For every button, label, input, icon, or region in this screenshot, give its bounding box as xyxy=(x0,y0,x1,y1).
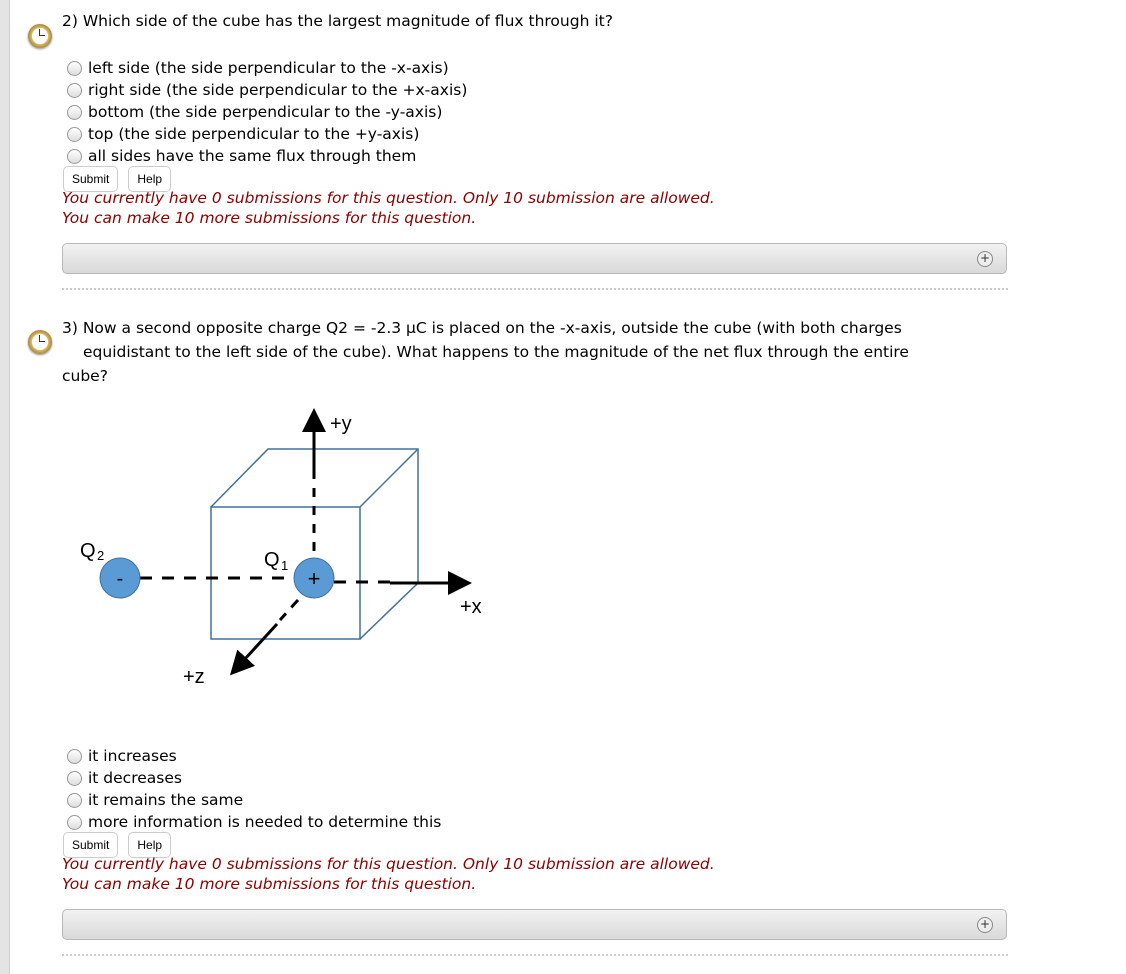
option-label: it remains the same xyxy=(88,791,244,809)
option-label: right side (the side perpendicular to the +x-axis) xyxy=(88,81,468,99)
q2-subscript: 2 xyxy=(97,548,105,563)
submission-count-text: You currently have 0 submissions for this question. Only 10 submission are allowed. xyxy=(62,855,715,873)
help-button[interactable]: Help xyxy=(128,166,171,192)
option[interactable] xyxy=(62,745,441,767)
plus-circle-icon[interactable]: + xyxy=(977,917,993,933)
q2-label: Q xyxy=(80,540,96,562)
question-line: cube? xyxy=(62,367,108,385)
q1-label: Q xyxy=(264,549,280,571)
option-label: it decreases xyxy=(88,769,182,787)
option-label: top (the side perpendicular to the +y-axis) xyxy=(88,125,420,143)
submit-button[interactable]: Submit xyxy=(63,832,118,858)
plus-circle-icon[interactable]: + xyxy=(977,251,993,267)
x-axis-label: +x xyxy=(460,596,482,618)
submission-status xyxy=(62,854,715,894)
y-axis-label: +y xyxy=(330,413,352,435)
z-axis-dashed xyxy=(280,600,298,620)
question-3-options xyxy=(62,745,441,833)
q2-sign: - xyxy=(116,568,124,590)
radio-button[interactable] xyxy=(67,815,82,830)
question-line: 3) Now a second opposite charge Q2 = -2.3 μC is placed on the -x-axis, outside the cube (with both charges xyxy=(62,319,902,337)
option[interactable] xyxy=(62,767,441,789)
option-label: left side (the side perpendicular to the -x-axis) xyxy=(88,59,449,77)
q1-sign: + xyxy=(307,566,321,591)
radio-button[interactable] xyxy=(67,771,82,786)
z-axis-arrow xyxy=(234,624,277,671)
radio-button[interactable] xyxy=(67,749,82,764)
option-label: bottom (the side perpendicular to the -y-axis) xyxy=(88,103,443,121)
divider xyxy=(62,954,1008,956)
option-label: all sides have the same flux through them xyxy=(88,147,417,165)
radio-button[interactable] xyxy=(67,793,82,808)
option-label: it increases xyxy=(88,747,177,765)
q1-subscript: 1 xyxy=(281,558,289,573)
option[interactable] xyxy=(62,789,441,811)
submission-count-text: You currently have 0 submissions for this question. Only 10 submission are allowed. xyxy=(62,189,715,207)
option-label: more information is needed to determine this xyxy=(88,813,442,831)
submit-button[interactable]: Submit xyxy=(63,166,118,192)
option[interactable] xyxy=(62,811,441,833)
question-2-text: 2) Which side of the cube has the largest magnitude of flux through it? xyxy=(62,12,613,30)
help-button[interactable]: Help xyxy=(128,832,171,858)
z-axis-label: +z xyxy=(183,666,205,688)
remaining-submissions-text: You can make 10 more submissions for this question. xyxy=(62,875,477,893)
remaining-submissions-text: You can make 10 more submissions for this question. xyxy=(62,209,477,227)
expand-bar[interactable] xyxy=(62,909,1007,940)
question-line: equidistant to the left side of the cube). What happens to the magnitude of the net flux through the entire xyxy=(83,343,909,361)
